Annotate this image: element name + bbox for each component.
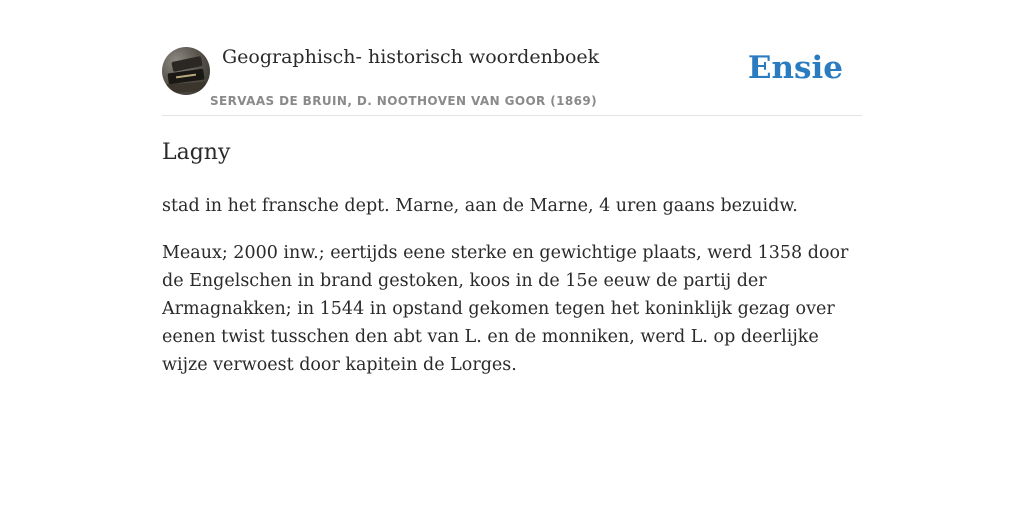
entry-paragraph: stad in het fransche dept. Marne, aan de Marne, 4 uren gaans bezuidw. — [162, 196, 798, 216]
ensie-logo[interactable]: Ensie — [747, 50, 843, 86]
book-cover-avatar[interactable] — [162, 47, 210, 95]
entry-paragraph: Meaux; 2000 inw.; eertijds eene sterke en gewichtige plaats, werd 1358 door de Engelschen in brand gestoken, koos in de 15e eeuw de partij der Armagnakken; in 1544 in opstand gekomen tegen het koninklijk gezag over eenen twist tusschen den abt van L. en de monniken, werd L. op deerlijke wijze verwoest door kapitein de Lorges. — [162, 243, 849, 375]
book-shape — [166, 82, 207, 94]
book-author: SERVAAS DE BRUIN, D. NOOTHOVEN VAN GOOR (1869) — [210, 94, 598, 108]
entry-title: Lagny — [162, 140, 231, 165]
header — [162, 0, 862, 116]
page-container — [162, 0, 862, 375]
book-title-link[interactable]: Geographisch- historisch woordenboek — [222, 46, 600, 68]
